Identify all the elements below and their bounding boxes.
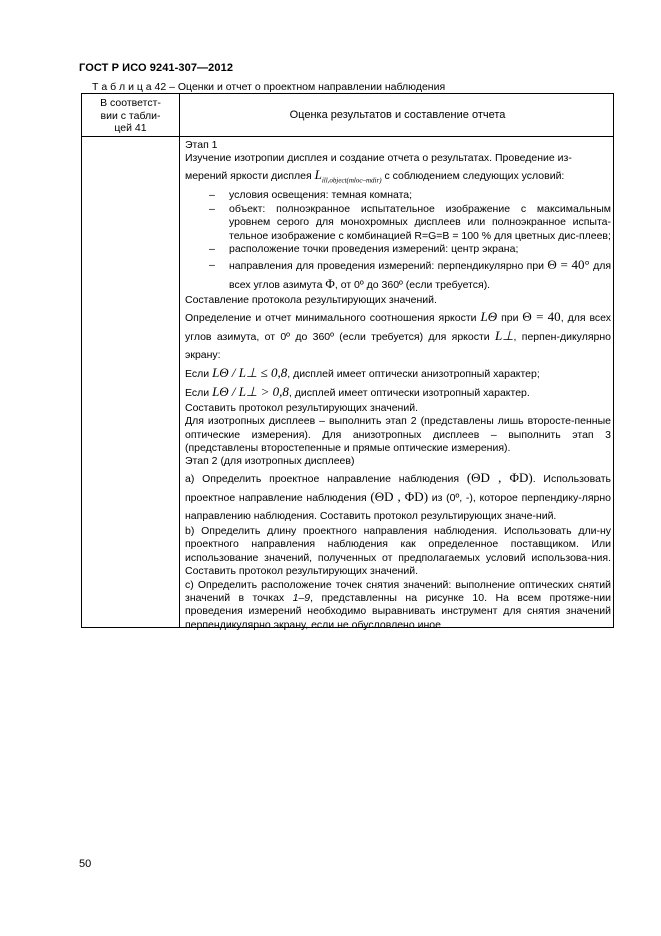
protocol-line-2: Составить протокол результирующих значений. (185, 401, 418, 414)
item-a (185, 469, 611, 525)
assessment-table (81, 93, 614, 631)
measure-suffix: с соблюдением следующих условий: (384, 169, 565, 182)
item-a-prefix: а) Определить проектное направление наблюдения (185, 472, 460, 485)
table-caption: Т а б л и ц а 42 – Оценки и отчет о проектном направлении наблюдения (92, 81, 446, 93)
measure-line (185, 166, 611, 190)
protocol-line-1: Составление протокола результирующих значений. (185, 294, 437, 307)
isotropy-paragraph: Изучение изотропии дисплея и создание отчета о результатах. Проведение из- (185, 152, 572, 165)
luminance-symbol: $L_{ill,object(mloc-mdir)}$ (314, 166, 382, 185)
direction-text: направления для проведения измерений: перпендикулярно при (229, 260, 545, 273)
item-c-text-b: , представленны на рисунке 10. На всем протяже-нии проведения измерений необходимо выравнивать инструмент для снятия значений перпендикулярно экрану, если не обусловлено иное (185, 591, 611, 631)
phi-symbol: Φ (325, 276, 335, 292)
list-item (209, 256, 611, 294)
l-perp-symbol: L⊥ (494, 327, 514, 343)
theta-formula-2: Θ = 40 (522, 308, 561, 324)
item-b: b) Определить длину проектного направления наблюдения. Использовать дли-ну проектного направления наблюдения как определенное поставщиком. Или использование значений, полученных от предполагаемых условий использова-ния. Составить протокол результирующих значений. (185, 524, 611, 578)
conditions-list (185, 189, 611, 294)
l-theta-symbol: LΘ (480, 308, 498, 324)
ratio-text-a: Определение и отчет минимального соотношения яркости (185, 311, 477, 324)
anisotropic-text: , дисплей имеет оптически анизотропный характер; (287, 367, 540, 380)
item-a-line2-prefix: проектное направление наблюдения (185, 491, 367, 504)
direction-tail-a: для всех углов азимута (229, 260, 612, 292)
ratio-at: при (501, 311, 519, 324)
branch-paragraph: Для изотропных дисплеев – выполнить этап 2 (представлены лишь второсте-пенные оптические измерения). Для анизотропных дисплеев – выполнить этап 3 (представлены второстепенные и прямые оптические измерения). (185, 415, 611, 455)
if-word: Если (185, 367, 210, 380)
measure-prefix: мерений яркости дисплея (185, 169, 312, 182)
document-header: ГОСТ Р ИСО 9241-307—2012 (79, 62, 234, 74)
ratio-text-c: , перпен-дикулярно экрану: (185, 330, 611, 361)
page-number: 50 (79, 858, 92, 870)
item-c-points: 1–9 (292, 591, 311, 604)
theta-formula: Θ = 40° (547, 257, 590, 273)
ratio-le-formula: LΘ / L⊥ ≤ 0,8 (212, 364, 288, 380)
column-divider (179, 94, 180, 627)
if-word: Если (185, 386, 210, 399)
list-item: – условия освещения: темная комната; (209, 189, 611, 202)
isotropic-condition (185, 383, 611, 402)
item-c (185, 579, 611, 633)
item-c-text-a: с) Определить расположение точек снятия значений: выполнение оптических снятий значений в точках (185, 578, 611, 604)
ratio-text-b: для всех углов азимута, от 0º до 360º (если требуется) для яркости (185, 311, 612, 343)
anisotropic-condition (185, 364, 611, 383)
stage2-title: Этап 2 (для изотропных дисплеев) (185, 455, 355, 468)
item-a-use: . Использовать (532, 472, 611, 485)
isotropic-text: , дисплей имеет оптически изотропный характер. (288, 386, 530, 399)
assessment-text (185, 139, 611, 632)
direction-formula-2: (ΘD , ΦD) (370, 488, 429, 504)
list-item: – расположение точки проведения измерений: центр экрана; (209, 243, 611, 256)
ratio-paragraph: Определение и отчет минимального соотношения яркости LΘ при Θ = 40, для всех углов азимута, от 0º до 360º (если требуется) для яркости L⊥, перпен-дикулярно экрану: (185, 308, 612, 361)
ratio-gt-formula: LΘ / L⊥ > 0,8 (212, 383, 289, 399)
item-a-line2-suffix: из (0º, -), которое перпендику-лярно направлению наблюдения. Составить протокол результирующих значе-ний. (185, 491, 611, 522)
direction-tail-b: , от 0º до 360º (если требуется). (334, 279, 491, 292)
stage1-title: Этап 1 (185, 139, 218, 151)
direction-formula: (ΘD , ΦD) (466, 469, 533, 485)
list-item: – объект: полноэкранное испытательное изображение с максимальным уровнем серого для монохромных дисплеев или полноэкранное испыта-тельное изображение с комбинацией R=G=B = 100 % для цветных дис-плеев; (209, 203, 611, 243)
column-header-assessment: Оценка результатов и составление отчета (289, 109, 506, 121)
header-divider (82, 136, 613, 137)
column-header-reference: В соответст- вии с табли- цей 41 (100, 97, 161, 134)
